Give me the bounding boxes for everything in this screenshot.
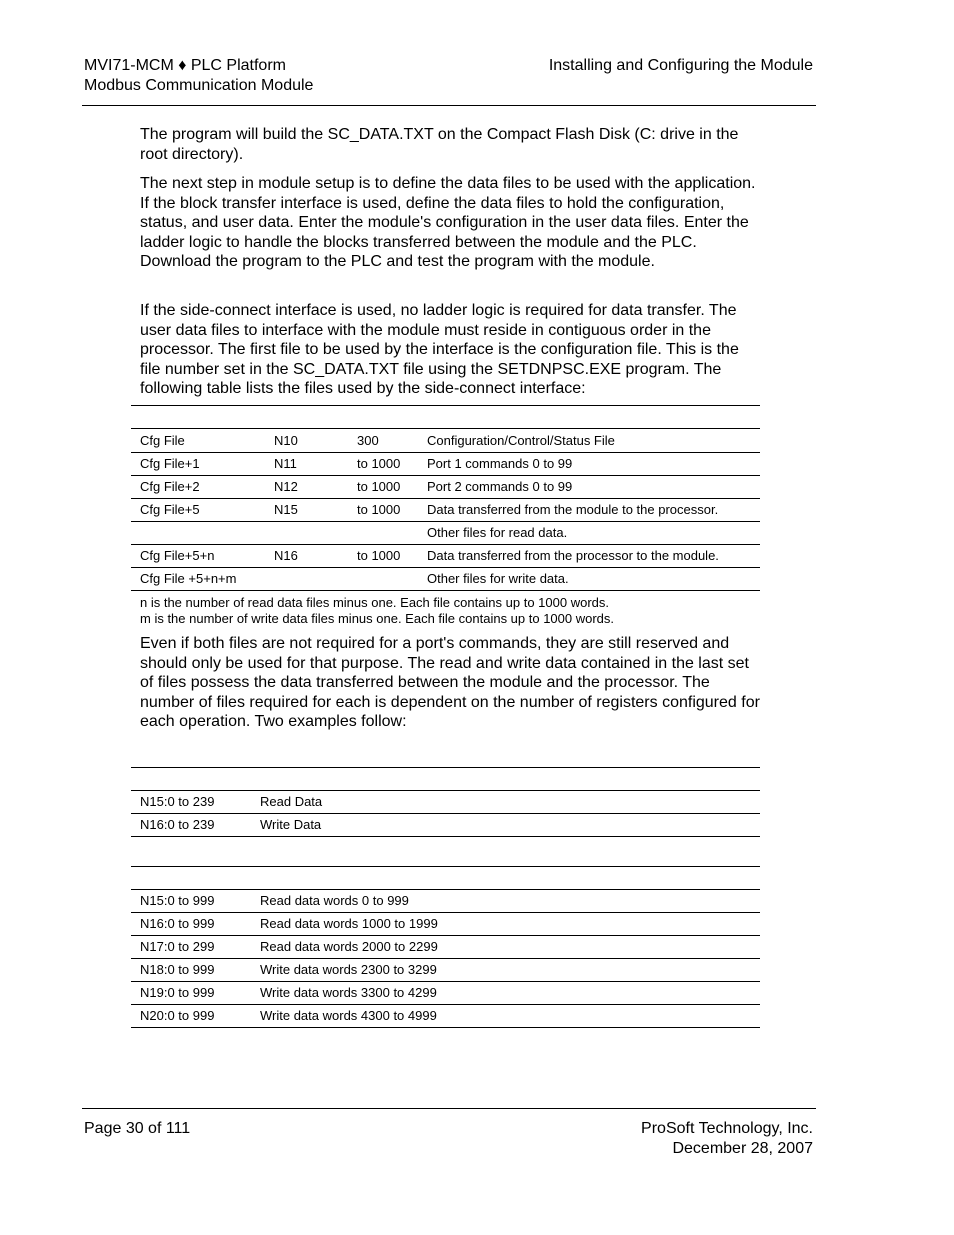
table-row [131, 912, 760, 936]
footer-publisher [641, 1119, 813, 1159]
footer-date: December 28, 2007 [672, 1140, 813, 1157]
description-cell: Write Data [260, 817, 322, 832]
file-number-cell: N10 [274, 433, 298, 448]
table-row [131, 521, 760, 545]
table-row [131, 813, 760, 837]
example1-table-top-rule [131, 767, 760, 768]
header-product-line1: MVI71-MCM ♦ PLC Platform [84, 57, 286, 74]
table-row [131, 567, 760, 591]
size-cell: to 1000 [357, 456, 401, 471]
file-cell: N15:0 to 999 [140, 893, 215, 908]
table-row [131, 429, 760, 453]
table-row [131, 452, 760, 476]
table-note-n: n is the number of read data files minus one. Each file contains up to 1000 words. [140, 595, 609, 610]
file-cell: Cfg File+5 [140, 502, 200, 517]
file-number-cell: N16 [274, 548, 298, 563]
file-number-cell: N12 [274, 479, 298, 494]
file-cell: N17:0 to 299 [140, 939, 215, 954]
file-cell: N16:0 to 999 [140, 916, 215, 931]
file-cell: N16:0 to 239 [140, 817, 215, 832]
description-cell: Configuration/Control/Status File [427, 433, 615, 448]
table-row [131, 958, 760, 982]
paragraph-1: The program will build the SC_DATA.TXT on the Compact Flash Disk (C: drive in the root directory). [140, 126, 739, 163]
file-number-cell: N11 [274, 456, 297, 471]
table-row [131, 498, 760, 522]
file-cell: N15:0 to 239 [140, 794, 215, 809]
header-divider [82, 105, 816, 106]
header-section-title: Installing and Configuring the Module [548, 57, 813, 74]
description-cell: Read data words 1000 to 1999 [260, 916, 438, 931]
description-cell: Write data words 3300 to 4299 [260, 985, 437, 1000]
header-product [84, 56, 313, 96]
description-cell: Port 1 commands 0 to 99 [427, 456, 573, 471]
size-cell: to 1000 [357, 502, 401, 517]
paragraph-3: If the side-connect interface is used, no ladder logic is required for data transfer. The user data files to interface with the module must reside in contiguous order in the processor. The first file to be used by the interface is the configuration file. This is the file number set in the SC_DATA.TXT file using the SETDNPSC.EXE program. The following table lists the files used by the side-connect interface: [140, 302, 739, 398]
file-cell: N20:0 to 999 [140, 1008, 215, 1023]
page-number: Page 30 of 111 [84, 1120, 191, 1137]
file-cell: Cfg File [140, 433, 185, 448]
table-note-m: m is the number of write data files minus one. Each file contains up to 1000 words. [140, 611, 615, 626]
description-cell: Read Data [260, 794, 323, 809]
table-row [131, 889, 760, 913]
example2-table-top-rule [131, 866, 760, 867]
paragraph-4: Even if both files are not required for a port's commands, they are still reserved and should only be used for that purpose. The read and write data contained in the last set of files possess the data transferred between the module and the processor. The number of files required for each is dependent on the number of registers configured for each operation. Two examples follow: [140, 635, 760, 731]
description-cell: Other files for read data. [427, 525, 568, 540]
table-row [131, 1004, 760, 1028]
header-product-line2: Modbus Communication Module [84, 77, 314, 94]
file-cell: Cfg File +5+n+m [140, 571, 237, 586]
file-cell: N19:0 to 999 [140, 985, 215, 1000]
description-cell: Port 2 commands 0 to 99 [427, 479, 573, 494]
file-number-cell: N15 [274, 502, 298, 517]
description-cell: Write data words 4300 to 4999 [260, 1008, 437, 1023]
footer-divider [82, 1108, 816, 1109]
description-cell: Write data words 2300 to 3299 [260, 962, 437, 977]
file-cell: Cfg File+1 [140, 456, 200, 471]
table-row [131, 790, 760, 814]
description-cell: Other files for write data. [427, 571, 569, 586]
description-cell: Data transferred from the processor to the module. [427, 548, 719, 563]
file-cell: Cfg File+2 [140, 479, 200, 494]
file-cell: Cfg File+5+n [140, 548, 215, 563]
size-cell: to 1000 [357, 479, 401, 494]
table-row [131, 475, 760, 499]
description-cell: Read data words 2000 to 2299 [260, 939, 438, 954]
file-cell: N18:0 to 999 [140, 962, 215, 977]
paragraph-2: The next step in module setup is to define the data files to be used with the application. If the block transfer interface is used, define the data files to hold the configuration, status, and user data. Enter the module's configuration in the user data files. Enter the ladder logic to handle the blocks transferred between the module and the PLC. Download the program to the PLC and test the program with the module. [140, 175, 756, 271]
description-cell: Read data words 0 to 999 [260, 893, 409, 908]
description-cell: Data transferred from the module to the processor. [427, 502, 719, 517]
files-table-top-rule [131, 405, 760, 406]
size-cell: 300 [357, 433, 379, 448]
table-row [131, 935, 760, 959]
footer-company: ProSoft Technology, Inc. [641, 1120, 813, 1137]
size-cell: to 1000 [357, 548, 401, 563]
table-row [131, 544, 760, 568]
table-row [131, 981, 760, 1005]
